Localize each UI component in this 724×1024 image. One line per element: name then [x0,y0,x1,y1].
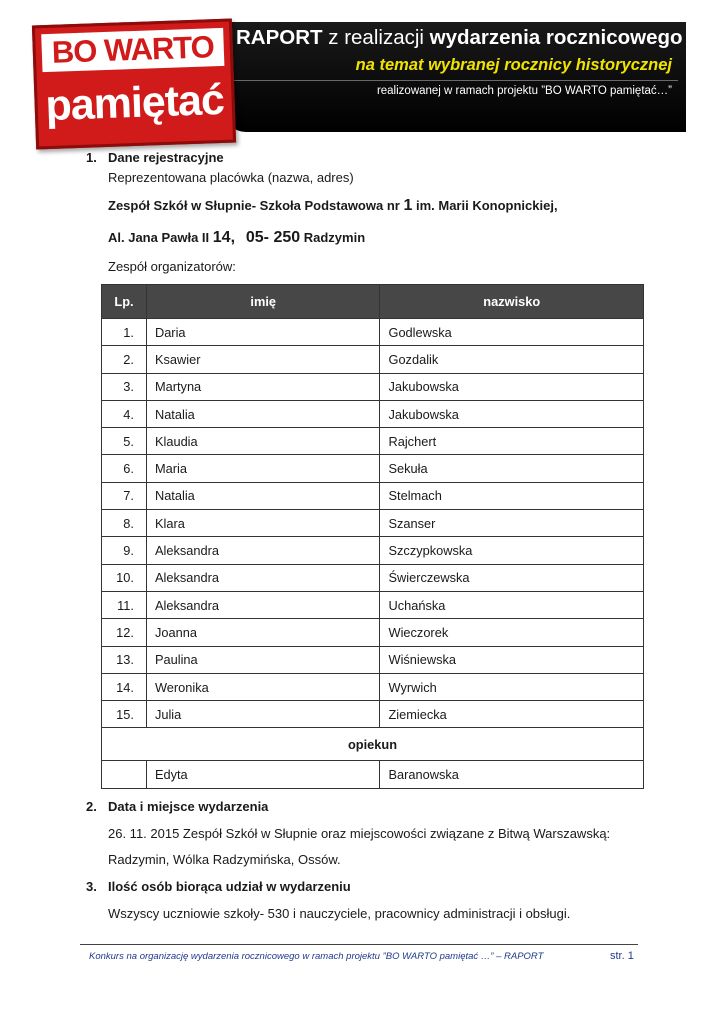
cell-first-name: Joanna [146,619,380,646]
table-row [102,701,644,728]
logo-top-text: BO WARTO [41,28,224,72]
cell-first-name: Aleksandra [146,564,380,591]
section-1-heading [86,150,224,165]
title-raport: RAPORT [236,26,323,49]
table-row [102,537,644,564]
section-3-title: Ilość osób biorąca udział w wydarzeniu [108,879,351,894]
table-row [102,319,644,346]
section-2-heading [86,799,268,814]
table-row [102,428,644,455]
cell-last-name: Gozdalik [380,346,644,373]
title-divider [232,80,678,81]
address-city: Radzymin [300,230,366,245]
address-number: 14, [212,229,236,246]
cell-last-name: Wiśniewska [380,646,644,673]
table-row [102,673,644,700]
cell-lp: 10. [102,564,147,591]
cell-last-name: Szanser [380,510,644,537]
address-postcode: 05- 250 [245,229,301,246]
table-row [102,646,644,673]
cell-first-name: Edyta [146,761,380,788]
cell-lp: 3. [102,373,147,400]
cell-last-name: Wieczorek [380,619,644,646]
table-row [102,400,644,427]
cell-lp: 5. [102,428,147,455]
cell-last-name: Jakubowska [380,373,644,400]
section-3-heading [86,879,351,894]
cell-last-name: Godlewska [380,319,644,346]
cell-lp: 15. [102,701,147,728]
cell-lp: 4. [102,400,147,427]
cell-lp: 1. [102,319,147,346]
footer-divider [80,944,638,945]
guardian-label-row [102,728,644,761]
header-lp: Lp. [102,285,147,319]
cell-lp: 2. [102,346,147,373]
title-connector: z realizacji [322,26,430,49]
institution-number: 1 [403,197,413,214]
cell-last-name: Stelmach [380,482,644,509]
guardian-label: opiekun [102,728,644,761]
section-2-number: 2. [86,799,97,814]
institution-label: Reprezentowana placówka (nazwa, adres) [108,170,354,185]
logo-bottom-text: pamiętać [44,75,225,131]
cell-first-name: Klara [146,510,380,537]
organizers-table [101,284,644,789]
report-subtitle: na temat wybranej rocznicy historycznej [355,56,672,74]
table-row [102,482,644,509]
bo-warto-logo [32,19,236,150]
cell-first-name: Martyna [146,373,380,400]
cell-first-name: Ksawier [146,346,380,373]
guardian-row [102,761,644,788]
participants-count: Wszyscy uczniowie szkoły- 530 i nauczyciele, pracownicy administracji i obsługi. [108,906,571,921]
cell-last-name: Ziemiecka [380,701,644,728]
table-row [102,373,644,400]
cell-first-name: Weronika [146,673,380,700]
cell-last-name: Świerczewska [380,564,644,591]
cell-last-name: Sekuła [380,455,644,482]
address-street: Al. Jana Pawła II [108,230,213,245]
cell-first-name: Aleksandra [146,591,380,618]
cell-first-name: Daria [146,319,380,346]
institution-name-part2: im. Marii Konopnickiej, [412,198,558,213]
event-date-place: 26. 11. 2015 Zespół Szkół w Słupnie oraz miejscowości związane z Bitwą Warszawską: [108,826,611,841]
page-number: str. 1 [610,950,634,962]
cell-lp [102,761,147,788]
cell-lp: 8. [102,510,147,537]
title-event: wydarzenia rocznicowego [429,26,683,49]
cell-first-name: Klaudia [146,428,380,455]
section-1-title: Dane rejestracyjne [108,150,224,165]
table-row [102,619,644,646]
table-row [102,455,644,482]
cell-first-name: Maria [146,455,380,482]
section-3-number: 3. [86,879,97,894]
cell-last-name: Szczypkowska [380,537,644,564]
footer-text: Konkurs na organizację wydarzenia rocznicowego w ramach projektu ”BO WARTO pamiętać …” – RAPORT [89,951,544,962]
table-row [102,510,644,537]
header-first-name: imię [146,285,380,319]
report-title [236,26,683,50]
report-header-banner [34,22,686,132]
cell-lp: 13. [102,646,147,673]
cell-lp: 7. [102,482,147,509]
institution-name-part1: Zespół Szkół w Słupnie- Szkoła Podstawowa nr [108,198,404,213]
cell-first-name: Aleksandra [146,537,380,564]
cell-last-name: Wyrwich [380,673,644,700]
table-row [102,564,644,591]
cell-last-name: Uchańska [380,591,644,618]
cell-lp: 14. [102,673,147,700]
table-row [102,591,644,618]
cell-lp: 9. [102,537,147,564]
project-line: realizowanej w ramach projektu ”BO WARTO pamiętać…” [376,85,672,97]
institution-address [108,229,365,247]
section-2-title: Data i miejsce wydarzenia [108,799,269,814]
cell-first-name: Julia [146,701,380,728]
section-1-number: 1. [86,150,97,165]
cell-last-name: Baranowska [380,761,644,788]
cell-lp: 6. [102,455,147,482]
title-bar [224,22,686,132]
event-places: Radzymin, Wólka Radzymińska, Ossów. [108,852,341,867]
cell-lp: 12. [102,619,147,646]
header-last-name: nazwisko [380,285,644,319]
institution-name [108,197,558,215]
cell-first-name: Natalia [146,400,380,427]
team-label: Zespół organizatorów: [108,259,236,274]
cell-lp: 11. [102,591,147,618]
cell-first-name: Natalia [146,482,380,509]
cell-last-name: Rajchert [380,428,644,455]
cell-first-name: Paulina [146,646,380,673]
table-row [102,346,644,373]
cell-last-name: Jakubowska [380,400,644,427]
table-header-row [102,285,644,319]
